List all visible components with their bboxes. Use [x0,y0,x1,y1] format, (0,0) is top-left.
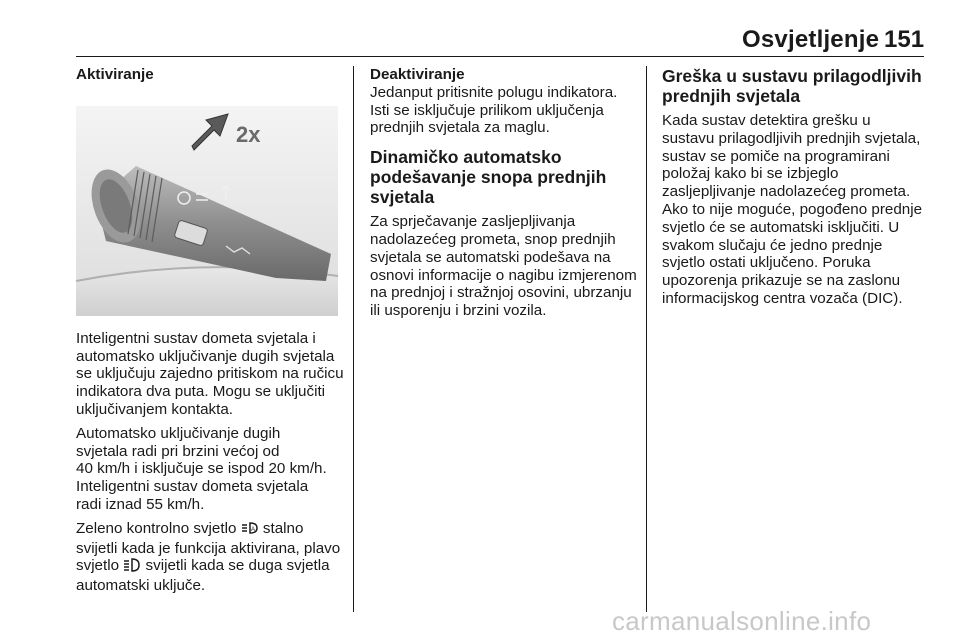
para3-part-a: Zeleno kontrolno svjetlo [76,519,237,537]
column-divider-2 [646,66,647,612]
section-heading-deaktiviranje: Deaktiviranje [370,66,465,83]
para2-line-4: Inteligentni sustav dometa svjetala [76,478,309,496]
paragraph-activation-1: Inteligentni sustav dometa svjetala i automatsko uključivanje dugih svjetala se uključuju zajedno pritiskom na ručicu indikatora dva puta. Mogu se uključiti uključivanjem kontakta. [76,329,344,418]
para2-line-2: svjetala radi pri brzini većoj od [76,442,280,460]
column-divider-1 [353,66,354,612]
para2-line-1: Automatsko uključivanje dugih [76,424,281,442]
page-header [0,0,960,58]
watermark: carmanualsonline.info [612,606,872,636]
indicator-stalk-figure [76,106,338,316]
indicator-stalk-illustration [76,106,338,316]
auto-high-beam-icon [241,521,259,540]
page-number: 151 [884,26,925,53]
paragraph-afl-fault: Kada sustav detektira grešku u sustavu prilagodljivih prednjih svjetala, sustav se pomiče na programirani položaj kako bi se izbjeglo zasljepljivanje nadolazećeg prometa. Ako to nije moguće, pogođeno prednje svjetlo će se automatski isključiti. U svakom slučaju će jedno prednje svjetlo ostati uključeno. Poruka upozorenja prikazuje se na zaslonu informacijskog centra vozača (DIC). [662,112,923,307]
paragraph-dynamic-levelling: Za sprječavanje zasljepljivanja nadolazećeg prometa, snop prednjih svjetala se automatski podešava na osnovi informacije o nagibu izmjerenom na prednjoj i stražnjoj osovini, ubrzanju ili usporenju i brzini vozila. [370,213,637,320]
svg-text:A: A [250,526,255,533]
paragraph-deactivation: Jedanput pritisnite polugu indikatora. Isti se isključuje prilikom uključenja prednjih svjetala za maglu. [370,83,618,137]
paragraph-activation-2 [76,425,344,514]
para3-part-c: svijetli kada se duga svjetla automatski uključe. [76,557,330,595]
section-title-dynamic-levelling: Dinamičko automatsko podešavanje snopa prednjih svjetala [370,147,607,208]
section-heading-aktiviranje: Aktiviranje [76,66,154,83]
header-rule [76,56,924,57]
para3-part-b: stalno svijetli kada je funkcija aktivirana, plavo svjetlo [76,519,341,575]
figure-label: 2x [236,121,261,147]
high-beam-icon [123,558,141,577]
para2-line-3: 40 km/h i isključuje se ispod 20 km/h. [76,460,327,478]
section-title-afl-fault: Greška u sustavu prilagodljivih prednjih svjetala [662,66,922,106]
para2-line-5: radi iznad 55 km/h. [76,495,205,513]
column-1 [76,66,344,601]
column-3 [662,66,924,314]
paragraph-activation-3 [76,520,344,595]
page-title: Osvjetljenje [742,26,880,53]
column-2 [370,66,638,326]
